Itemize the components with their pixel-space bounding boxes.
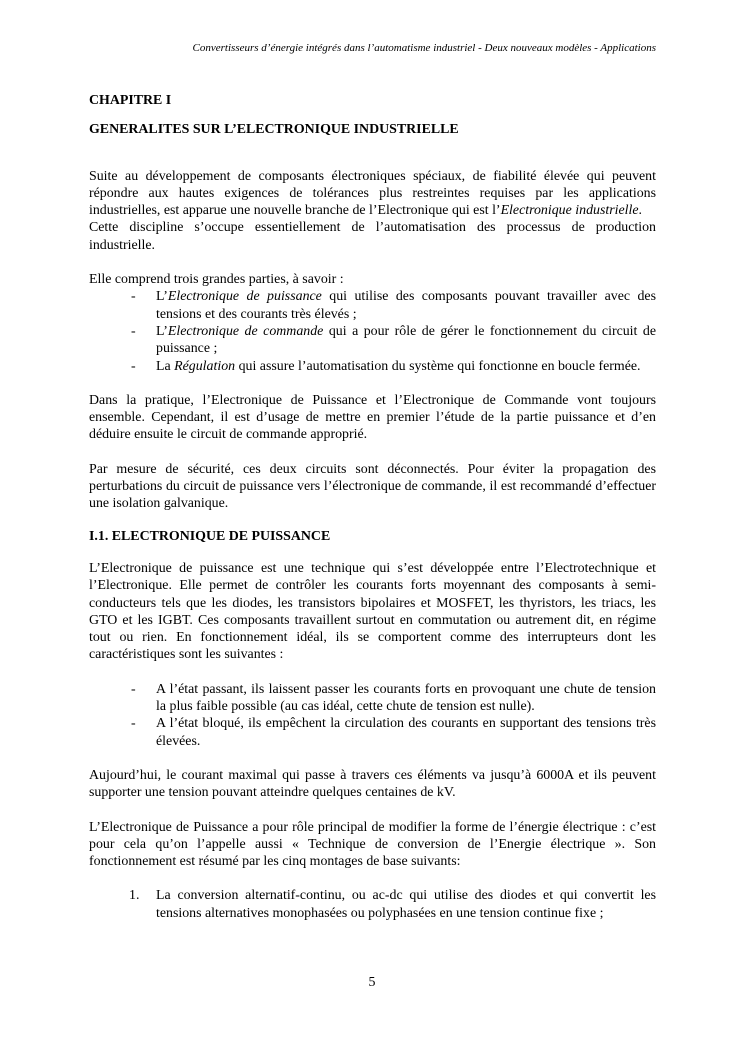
chapter-title: GENERALITES SUR L’ELECTRONIQUE INDUSTRIELLE bbox=[89, 122, 459, 138]
list-item-text: qui utilise des composants pouvant travailler avec des tensions et des courants très élevés ; bbox=[156, 289, 656, 322]
list-item-text: A l’état passant, ils laissent passer les courants forts en provoquant une chute de tension la plus faible possible (au cas idéal, cette chute de tension est nulle). bbox=[156, 681, 656, 715]
intro-paragraph-1 bbox=[89, 168, 656, 220]
list-item-text: La conversion alternatif-continu, ou ac-dc qui utilise des diodes et qui convertit les tensions alternatives monophasées ou polyphasées en une tension continue fixe ; bbox=[156, 888, 656, 921]
list-item bbox=[89, 681, 656, 716]
list-item-emphasis: Régulation bbox=[174, 358, 236, 374]
page-content bbox=[89, 92, 656, 922]
list-item-text: L’ bbox=[156, 323, 168, 339]
list-item bbox=[89, 887, 656, 922]
list-item-text: qui assure l’automatisation du système qui fonctionne en boucle fermée. bbox=[235, 358, 641, 374]
list-item-text: L’ bbox=[156, 289, 168, 305]
list-item bbox=[89, 715, 656, 750]
section-paragraph-1: L’Electronique de puissance est une technique qui s’est développée entre l’Electrotechnique et l’Electronique. Elle permet de contrôler les courants forts moyennant des composants à semi-conducteurs tels que les diodes, les transistors bipolaires et MOSFET, les thyristors, les triacs, les GTO et les IGBT. Ces composants travaillent surtout en commutation ou autrement dit, en régime tout ou rien. En fonctionnement idéal, ils se comportent comme des interrupteurs dont les caractéristiques sont les suivantes : bbox=[89, 560, 656, 663]
intro-paragraph-1-text: Suite au développement de composants électroniques spéciaux, de fiabilité élevée qui peuvent répondre aux hautes exigences de tolérances plus restreintes requises par les applications industrielles, est apparue une nouvelle branche de l’Electronique qui est l’ bbox=[89, 168, 656, 219]
list-item-text: La bbox=[156, 358, 175, 374]
section-paragraph-3: L’Electronique de Puissance a pour rôle principal de modifier la forme de l’énergie électrique : c’est pour cela qu’on l’appelle aussi « Technique de conversion de l’Energie électrique ». Son fonctionnement est résumé par les cinq montages de base suivants: bbox=[89, 819, 656, 870]
list-bullet: - bbox=[131, 716, 136, 732]
section-title: I.1. ELECTRONIQUE DE PUISSANCE bbox=[89, 528, 331, 544]
list-bullet: - bbox=[131, 681, 136, 697]
intro-paragraph-1-end: . bbox=[638, 203, 643, 219]
page-number: 5 bbox=[368, 975, 376, 990]
list-item-emphasis: Electronique de commande bbox=[167, 323, 324, 339]
list-bullet: - bbox=[131, 358, 136, 374]
intro-paragraph-1-emphasis: Electronique industrielle bbox=[500, 203, 639, 219]
list-item-emphasis: Electronique de puissance bbox=[167, 289, 322, 305]
running-header: Convertisseurs d’énergie intégrés dans l’automatisme industriel - Deux nouveaux modèles - Applications bbox=[192, 42, 656, 54]
montages-list bbox=[89, 887, 656, 922]
intro-paragraph-2: Cette discipline s’occupe essentiellement de l’automatisation des processus de production industrielle. bbox=[89, 220, 656, 253]
list-item-text: qui a pour rôle de gérer le fonctionnement du circuit de puissance ; bbox=[156, 323, 656, 357]
section-paragraph-2: Aujourd’hui, le courant maximal qui passe à travers ces éléments va jusqu’à 6000A et ils peuvent supporter une tension pouvant atteindre quelques centaines de kV. bbox=[89, 767, 656, 801]
list-bullet: - bbox=[131, 289, 136, 305]
list-item-text: A l’état bloqué, ils empêchent la circulation des courants en supportant des tensions très élevées. bbox=[156, 716, 656, 749]
intro-paragraph-3: Dans la pratique, l’Electronique de Puissance et l’Electronique de Commande vont toujours ensemble. Cependant, il est d’usage de mettre en premier l’étude de la partie puissance et d’en déduire ensuite le circuit de commande approprié. bbox=[89, 392, 656, 443]
list-bullet: - bbox=[131, 323, 136, 339]
parts-lead: Elle comprend trois grandes parties, à savoir : bbox=[89, 272, 344, 288]
states-list bbox=[89, 681, 656, 750]
parts-list bbox=[89, 288, 656, 374]
list-item bbox=[89, 323, 656, 358]
list-item bbox=[89, 358, 656, 375]
intro-paragraph-4: Par mesure de sécurité, ces deux circuits sont déconnectés. Pour éviter la propagation des perturbations du circuit de puissance vers l’électronique de commande, il est recommandé d’effectuer une isolation galvanique. bbox=[89, 461, 656, 512]
list-item bbox=[89, 288, 656, 323]
list-number: 1. bbox=[129, 888, 140, 904]
chapter-label: CHAPITRE I bbox=[89, 93, 172, 108]
